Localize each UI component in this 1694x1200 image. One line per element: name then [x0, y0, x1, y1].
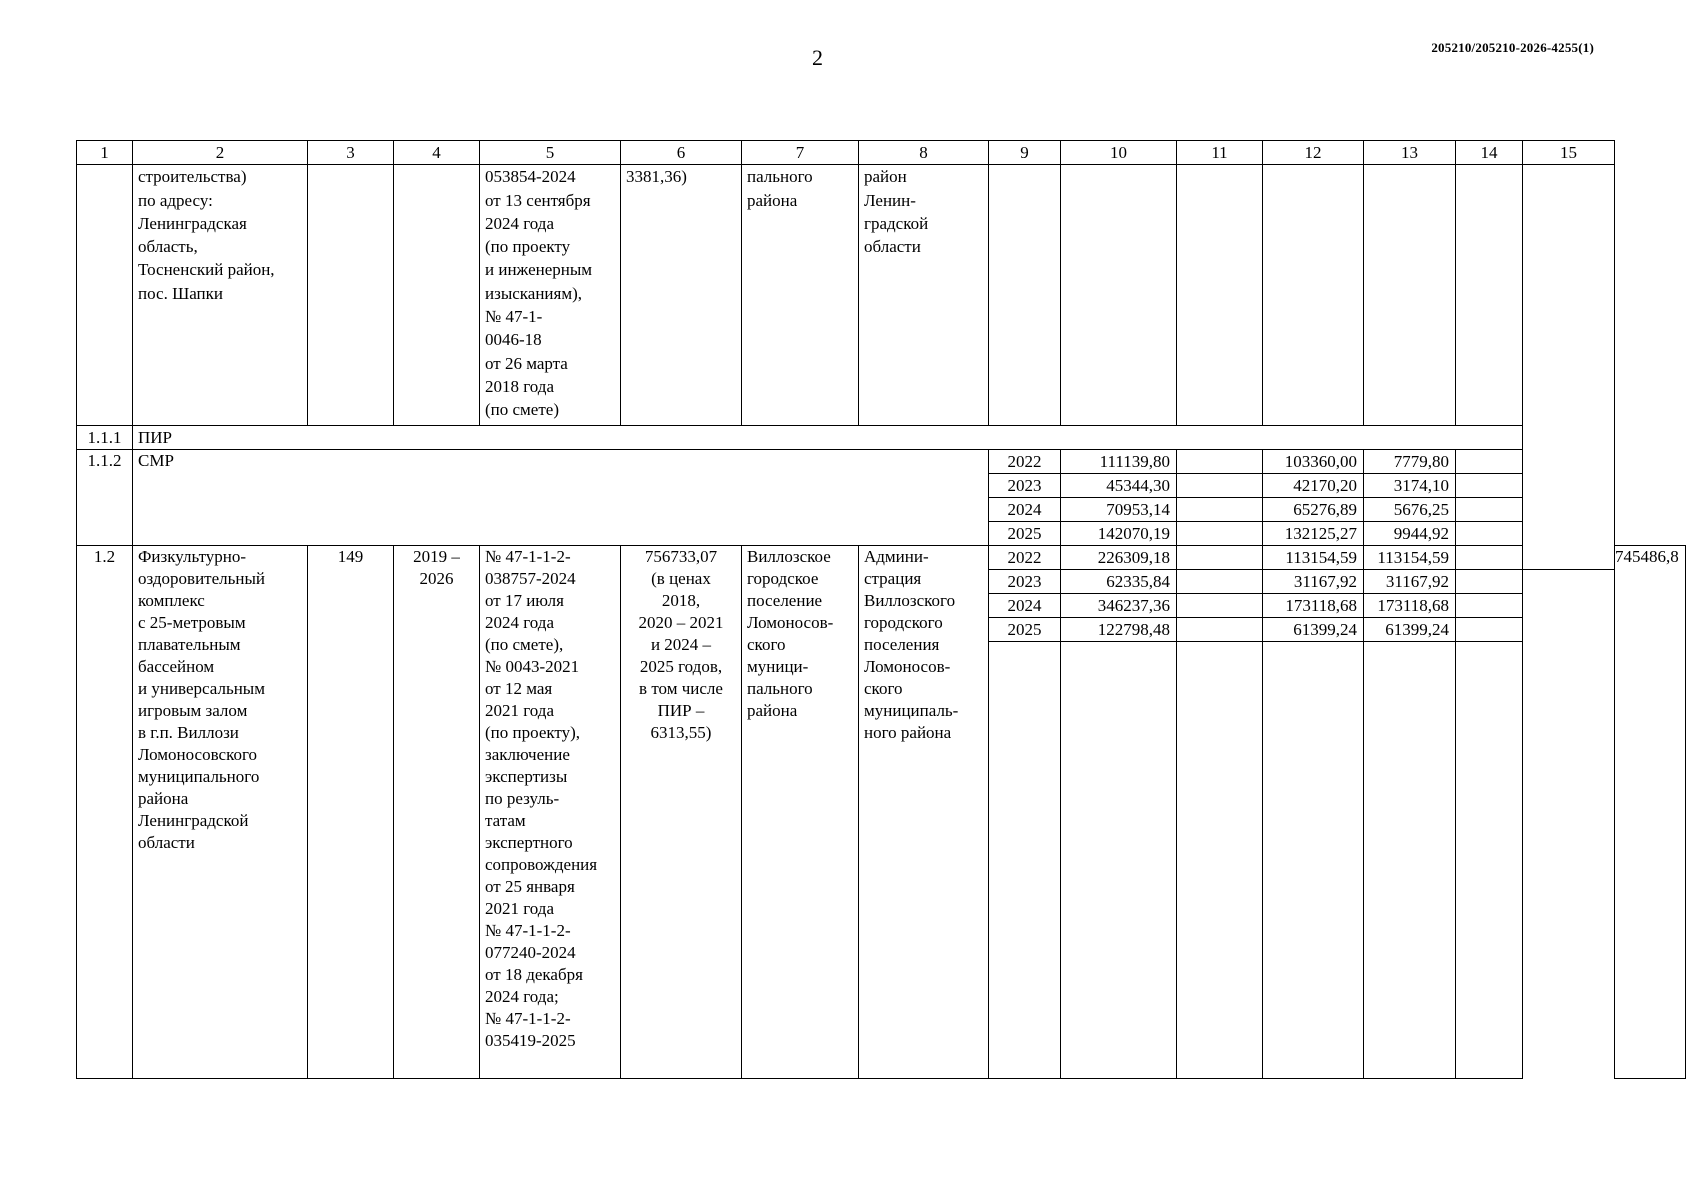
column-number-row: [77, 141, 1686, 165]
table-cell: [1177, 165, 1263, 426]
cell-line: № 0043-2021: [485, 657, 580, 677]
expertise-cell: [480, 546, 621, 1079]
cell-line: в г.п. Виллози: [138, 723, 239, 743]
amount-cell: 61399,24: [1364, 618, 1456, 642]
table-cell: [1177, 618, 1263, 642]
table-cell: [989, 642, 1061, 1079]
page-number: 2: [812, 45, 823, 70]
table-cell: [77, 165, 133, 426]
cell-line: бассейном: [138, 657, 215, 677]
cell-line: ного района: [864, 723, 952, 743]
table-cell: [1263, 165, 1364, 426]
cell-line: область,: [138, 237, 198, 257]
year-cell: 2023: [989, 474, 1061, 498]
table-cell: [1061, 165, 1177, 426]
column-header: 7: [742, 141, 859, 165]
cell-line: Виллозского: [864, 591, 956, 611]
cell-line: ского: [747, 635, 786, 655]
cell-line: Физкультурно-: [138, 547, 247, 567]
table-cell: [1456, 618, 1523, 642]
cell-line: оздоровительный: [138, 569, 266, 589]
year-cell: 2022: [989, 450, 1061, 474]
cost-cell: [621, 165, 742, 426]
cell-line: и инженерным: [485, 260, 593, 280]
cell-line: изысканиям),: [485, 283, 583, 303]
object-name-cell: [133, 165, 308, 426]
cell-line: пального: [747, 167, 813, 187]
cell-line: Ломоносовского: [138, 745, 258, 765]
total-cell: 142070,19: [1061, 522, 1177, 546]
table-cell: [1456, 546, 1523, 570]
row-number: 1.2: [77, 546, 133, 1079]
cell-line: пос. Шапки: [138, 283, 223, 303]
table-row-pir: [77, 426, 1686, 450]
total-cell: 111139,80: [1061, 450, 1177, 474]
cell-line: поселения: [864, 635, 940, 655]
cell-line: 0046-18: [485, 330, 542, 350]
table-cell: [1456, 642, 1523, 1079]
column-header: 5: [480, 141, 621, 165]
cell-line: от 26 марта: [485, 353, 568, 373]
cell-line: 2018 года: [485, 376, 555, 396]
cost-cell: [621, 546, 742, 1079]
column-header: 2: [133, 141, 308, 165]
table-cell: [1177, 642, 1263, 1079]
cell-line: Ленин-: [864, 190, 916, 210]
table-cell: [1263, 642, 1364, 1079]
cell-line: муниципального: [138, 767, 260, 787]
cell-line: городского: [864, 613, 943, 633]
cell-line: строительства): [138, 167, 247, 187]
customer-cell: [859, 165, 989, 426]
cell-line: от 25 января: [485, 877, 575, 897]
table-cell: [1177, 450, 1263, 474]
cell-line: 2021 года: [485, 701, 555, 721]
year-cell: 2022: [989, 546, 1061, 570]
amount-cell: 31167,92: [1263, 570, 1364, 594]
municipality-cell: [742, 165, 859, 426]
cell-line: 2025 годов,: [639, 657, 723, 677]
amount-cell: 42170,20: [1263, 474, 1364, 498]
cell-line: татам: [485, 811, 526, 831]
table-cell: [1177, 546, 1263, 570]
total-cell: 62335,84: [1061, 570, 1177, 594]
cell-line: Виллозское: [747, 547, 831, 567]
table-cell: [1364, 642, 1456, 1079]
cell-line: 2024 года;: [485, 987, 559, 1007]
row-number: 1.1.2: [77, 450, 133, 546]
cell-line: 053854-2024: [485, 167, 576, 187]
table-cell: [1177, 522, 1263, 546]
cell-line: 2026: [419, 569, 454, 589]
column-header: 12: [1263, 141, 1364, 165]
cell-line: градской: [864, 213, 929, 233]
cell-line: страция: [864, 569, 922, 589]
expertise-cell: [480, 165, 621, 426]
cell-line: Ломоносов-: [864, 657, 951, 677]
cell-line: муниципаль-: [864, 701, 959, 721]
cell-line: 2021 года: [485, 899, 555, 919]
cell-line: комплекс: [138, 591, 205, 611]
cell-line: района: [138, 789, 189, 809]
cell-line: (по проекту),: [485, 723, 581, 743]
amount-cell: 103360,00: [1263, 450, 1364, 474]
cell-line: района: [747, 190, 798, 210]
table-row: [77, 165, 1686, 426]
amount-cell: 3174,10: [1364, 474, 1456, 498]
table-cell: [1177, 570, 1263, 594]
cell-line: по резуль-: [485, 789, 560, 809]
cell-line: 2024 года: [485, 613, 555, 633]
amount-cell: 173118,68: [1364, 594, 1456, 618]
row-label: СМР: [133, 450, 989, 546]
year-cell: 2025: [989, 618, 1061, 642]
cell-line: экспертного: [485, 833, 573, 853]
table-cell: [1061, 642, 1177, 1079]
row-label: ПИР: [133, 426, 1523, 450]
amount-cell: 65276,89: [1263, 498, 1364, 522]
cell-line: и 2024 –: [650, 635, 712, 655]
table-cell: [1456, 522, 1523, 546]
column-header: 15: [1523, 141, 1615, 165]
cell-line: Тосненский район,: [138, 260, 275, 280]
table-cell: [1456, 570, 1523, 594]
cell-line: Ленинградской: [138, 811, 249, 831]
cell-line: муници-: [747, 657, 809, 677]
municipality-cell: [742, 546, 859, 1079]
year-cell: 2023: [989, 570, 1061, 594]
table-cell: [1456, 165, 1523, 426]
total-cell: 70953,14: [1061, 498, 1177, 522]
cell-line: от 17 июля: [485, 591, 564, 611]
amount-cell: 31167,92: [1364, 570, 1456, 594]
capacity-cell: 149: [308, 546, 394, 1079]
customer-cell: [859, 546, 989, 1079]
table-cell: [1523, 165, 1615, 570]
column-header: 9: [989, 141, 1061, 165]
cell-line: (по смете),: [485, 635, 564, 655]
period-cell: [394, 546, 480, 1079]
cell-line: 077240-2024: [485, 943, 576, 963]
cell-line: 3381,36): [626, 167, 687, 187]
amount-cell: 7779,80: [1364, 450, 1456, 474]
amount-cell: 113154,59: [1263, 546, 1364, 570]
row-number: 1.1.1: [77, 426, 133, 450]
cell-line: № 47-1-1-2-: [485, 921, 571, 941]
column-header: 3: [308, 141, 394, 165]
cell-line: 6313,55): [650, 723, 712, 743]
cell-line: от 18 декабря: [485, 965, 583, 985]
cell-line: 2018,: [661, 591, 701, 611]
object-name-cell: [133, 546, 308, 1079]
table-cell: [1456, 498, 1523, 522]
cell-line: Ломоносов-: [747, 613, 834, 633]
column-header: 10: [1061, 141, 1177, 165]
cell-line: с 25-метровым: [138, 613, 246, 633]
cell-line: (по смете): [485, 400, 559, 420]
year-cell: 2024: [989, 594, 1061, 618]
cell-line: заключение: [485, 745, 570, 765]
table-row-smr: [77, 450, 1686, 474]
cell-line: № 47-1-1-2-: [485, 547, 571, 567]
cell-line: 2020 – 2021: [638, 613, 724, 633]
amount-cell: 5676,25: [1364, 498, 1456, 522]
cell-line: 038757-2024: [485, 569, 576, 589]
column-header: 8: [859, 141, 989, 165]
table-cell: [1177, 474, 1263, 498]
total-cell: 45344,30: [1061, 474, 1177, 498]
cell-line: (в ценах: [651, 569, 711, 589]
table-cell: [1456, 474, 1523, 498]
cell-line: 2024 года: [485, 213, 555, 233]
table-cell: [1364, 165, 1456, 426]
cell-line: игровым залом: [138, 701, 248, 721]
total-cell: 346237,36: [1061, 594, 1177, 618]
cell-line: район: [864, 167, 907, 187]
year-cell: 2024: [989, 498, 1061, 522]
cell-line: 035419-2025: [485, 1031, 576, 1051]
column-header: 6: [621, 141, 742, 165]
table-cell: [989, 165, 1061, 426]
cell-line: № 47-1-1-2-: [485, 1009, 571, 1029]
table-row-item: [77, 546, 1686, 570]
cell-line: ПИР –: [657, 701, 705, 721]
table-cell: [1456, 450, 1523, 474]
table-cell: [308, 165, 394, 426]
cell-line: Ленинградская: [138, 213, 247, 233]
cell-line: городское: [747, 569, 819, 589]
table-cell: [1456, 594, 1523, 618]
cell-line: плавательным: [138, 635, 241, 655]
cell-line: (по проекту: [485, 237, 571, 257]
amount-cell: 113154,59: [1364, 546, 1456, 570]
document-id: 205210/205210-2026-4255(1): [1431, 40, 1594, 55]
table-cell: [1177, 594, 1263, 618]
cell-line: области: [864, 237, 921, 257]
year-cell: 2025: [989, 522, 1061, 546]
cell-line: ского: [864, 679, 903, 699]
total-cost-cell: 745486,8: [1615, 546, 1686, 1079]
cell-line: по адресу:: [138, 190, 213, 210]
cell-line: и универсальным: [138, 679, 265, 699]
total-cell: 226309,18: [1061, 546, 1177, 570]
column-header: 13: [1364, 141, 1456, 165]
cell-line: 756733,07: [644, 547, 718, 567]
cell-line: 2019 –: [413, 547, 460, 567]
column-header: 14: [1456, 141, 1523, 165]
cell-line: области: [138, 833, 195, 853]
amount-cell: 173118,68: [1263, 594, 1364, 618]
cell-line: в том числе: [639, 679, 723, 699]
cell-line: сопровождения: [485, 855, 598, 875]
cell-line: района: [747, 701, 798, 721]
table-cell: [1177, 498, 1263, 522]
table-cell: [394, 165, 480, 426]
total-cell: 122798,48: [1061, 618, 1177, 642]
cell-line: поселение: [747, 591, 823, 611]
amount-cell: 132125,27: [1263, 522, 1364, 546]
cell-line: экспертизы: [485, 767, 568, 787]
amount-cell: 9944,92: [1364, 522, 1456, 546]
column-header: 11: [1177, 141, 1263, 165]
column-header: 4: [394, 141, 480, 165]
cell-line: № 47-1-: [485, 307, 543, 327]
cell-line: Админи-: [864, 547, 929, 567]
cell-line: от 12 мая: [485, 679, 553, 699]
cell-line: пального: [747, 679, 813, 699]
budget-table: [76, 140, 1686, 1079]
cell-line: от 13 сентября: [485, 190, 591, 210]
column-header: 1: [77, 141, 133, 165]
amount-cell: 61399,24: [1263, 618, 1364, 642]
